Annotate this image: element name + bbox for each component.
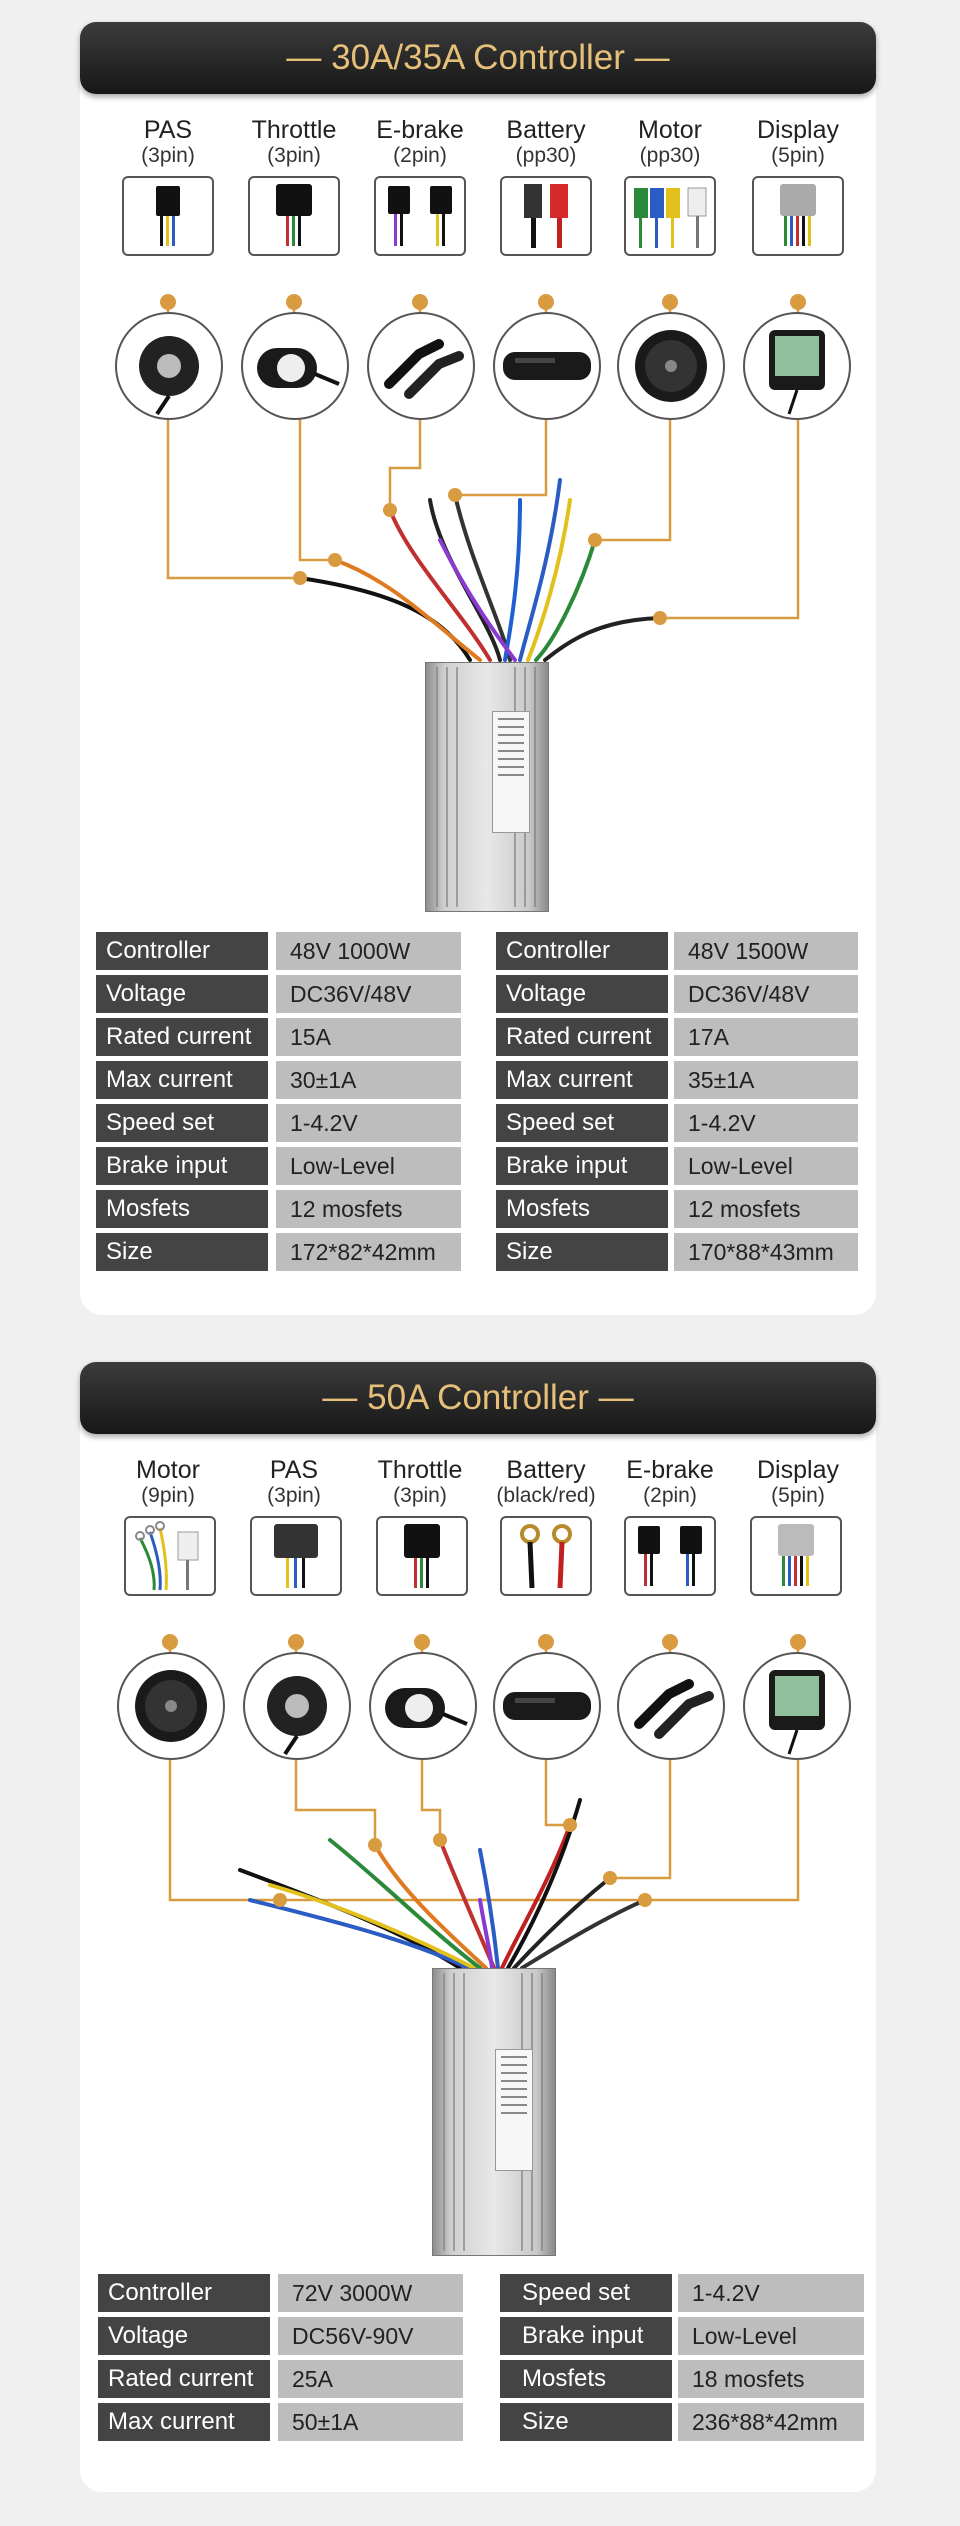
spec-key: Size xyxy=(96,1233,268,1271)
connector-name: PAS xyxy=(269,1456,319,1484)
spec-key: Max current xyxy=(96,1061,268,1099)
section-title-50a: — 50A Controller — xyxy=(80,1362,876,1434)
battery-ring-terminals-image xyxy=(500,1516,592,1596)
connector-label-pas xyxy=(234,1456,354,1508)
motor-plug-image xyxy=(124,1516,216,1596)
connector-label-display xyxy=(738,1456,858,1508)
spec-value: 12 mosfets xyxy=(276,1190,461,1228)
spec-key: Size xyxy=(500,2403,672,2441)
throttle-plug-image xyxy=(376,1516,468,1596)
spec-key: Voltage xyxy=(96,975,268,1013)
spec-value: 18 mosfets xyxy=(678,2360,864,2398)
connector-name: Motor xyxy=(136,1456,200,1484)
section-title-30a-35a: — 30A/35A Controller — xyxy=(80,22,876,94)
spec-key: Speed set xyxy=(500,2274,672,2312)
controller-label-sticker xyxy=(495,2049,533,2171)
spec-value: 72V 3000W xyxy=(278,2274,463,2312)
connector-label-battery xyxy=(476,1456,616,1508)
spec-value: Low-Level xyxy=(678,2317,864,2355)
spec-value: 17A xyxy=(674,1018,858,1056)
spec-value: Low-Level xyxy=(276,1147,461,1185)
connector-pins: (pp30) xyxy=(639,144,701,167)
spec-key: Speed set xyxy=(96,1104,268,1142)
throttle-image xyxy=(369,1652,477,1760)
spec-value: 35±1A xyxy=(674,1061,858,1099)
spec-key: Max current xyxy=(98,2403,270,2441)
e-brake-plug-image xyxy=(624,1516,716,1596)
connector-label-e-brake xyxy=(610,1456,730,1508)
connector-name: PAS xyxy=(143,116,193,144)
connector-pins: (9pin) xyxy=(141,1484,195,1507)
connector-name: Throttle xyxy=(377,1456,463,1484)
spec-value: DC36V/48V xyxy=(276,975,461,1013)
spec-value: DC36V/48V xyxy=(674,975,858,1013)
spec-value: 48V 1500W xyxy=(674,932,858,970)
spec-value: 48V 1000W xyxy=(276,932,461,970)
connector-dot xyxy=(414,1634,430,1650)
spec-value: 25A xyxy=(278,2360,463,2398)
spec-value: 170*88*43mm xyxy=(674,1233,858,1271)
connector-dot xyxy=(288,1634,304,1650)
connector-pins: (3pin) xyxy=(393,1484,447,1507)
connector-label-motor xyxy=(108,1456,228,1508)
connector-dot xyxy=(538,1634,554,1650)
spec-key: Voltage xyxy=(496,975,668,1013)
spec-key: Brake input xyxy=(96,1147,268,1185)
spec-value: 1-4.2V xyxy=(678,2274,864,2312)
connector-pins: (2pin) xyxy=(643,1484,697,1507)
display-plug-image xyxy=(750,1516,842,1596)
lcd-display-image xyxy=(743,1652,851,1760)
spec-value: DC56V-90V xyxy=(278,2317,463,2355)
spec-key: Mosfets xyxy=(500,2360,672,2398)
connector-name: Display xyxy=(757,1456,839,1484)
spec-key: Mosfets xyxy=(496,1190,668,1228)
connector-pins: (3pin) xyxy=(141,144,195,167)
connector-name: Battery xyxy=(506,1456,586,1484)
connector-dot xyxy=(162,1634,178,1650)
spec-value: 30±1A xyxy=(276,1061,461,1099)
connector-pins: (5pin) xyxy=(771,1484,825,1507)
spec-key: Rated current xyxy=(96,1018,268,1056)
spec-key: Voltage xyxy=(98,2317,270,2355)
spec-key: Max current xyxy=(496,1061,668,1099)
connector-pins: (pp30) xyxy=(515,144,577,167)
e-brake-levers-image xyxy=(617,1652,725,1760)
spec-key: Controller xyxy=(496,932,668,970)
connector-name: Throttle xyxy=(251,116,337,144)
spec-key: Speed set xyxy=(496,1104,668,1142)
spec-key: Controller xyxy=(98,2274,270,2312)
spec-value: 1-4.2V xyxy=(276,1104,461,1142)
connector-pins: (5pin) xyxy=(771,144,825,167)
spec-value: 1-4.2V xyxy=(674,1104,858,1142)
spec-value: 15A xyxy=(276,1018,461,1056)
spec-value: 172*82*42mm xyxy=(276,1233,461,1271)
connector-name: Display xyxy=(757,116,839,144)
connector-pins: (2pin) xyxy=(393,144,447,167)
hub-motor-image xyxy=(117,1652,225,1760)
connector-label-throttle xyxy=(360,1456,480,1508)
connector-name: Battery xyxy=(506,116,586,144)
spec-key: Rated current xyxy=(496,1018,668,1056)
connector-name: Motor xyxy=(638,116,702,144)
pas-plug-image xyxy=(250,1516,342,1596)
connector-pins: (3pin) xyxy=(267,144,321,167)
connector-name: E-brake xyxy=(376,116,464,144)
spec-value: 236*88*42mm xyxy=(678,2403,864,2441)
spec-key: Brake input xyxy=(500,2317,672,2355)
connector-dot xyxy=(662,1634,678,1650)
spec-key: Controller xyxy=(96,932,268,970)
spec-key: Size xyxy=(496,1233,668,1271)
connector-pins: (3pin) xyxy=(267,1484,321,1507)
controller-unit-image xyxy=(432,1968,556,2256)
spec-value: 50±1A xyxy=(278,2403,463,2441)
spec-value: 12 mosfets xyxy=(674,1190,858,1228)
connector-name: E-brake xyxy=(626,1456,714,1484)
connector-dot xyxy=(790,1634,806,1650)
spec-key: Rated current xyxy=(98,2360,270,2398)
spec-key: Mosfets xyxy=(96,1190,268,1228)
pas-sensor-image xyxy=(243,1652,351,1760)
battery-pack-image xyxy=(493,1652,601,1760)
spec-key: Brake input xyxy=(496,1147,668,1185)
spec-value: Low-Level xyxy=(674,1147,858,1185)
connector-pins: (black/red) xyxy=(496,1484,596,1507)
